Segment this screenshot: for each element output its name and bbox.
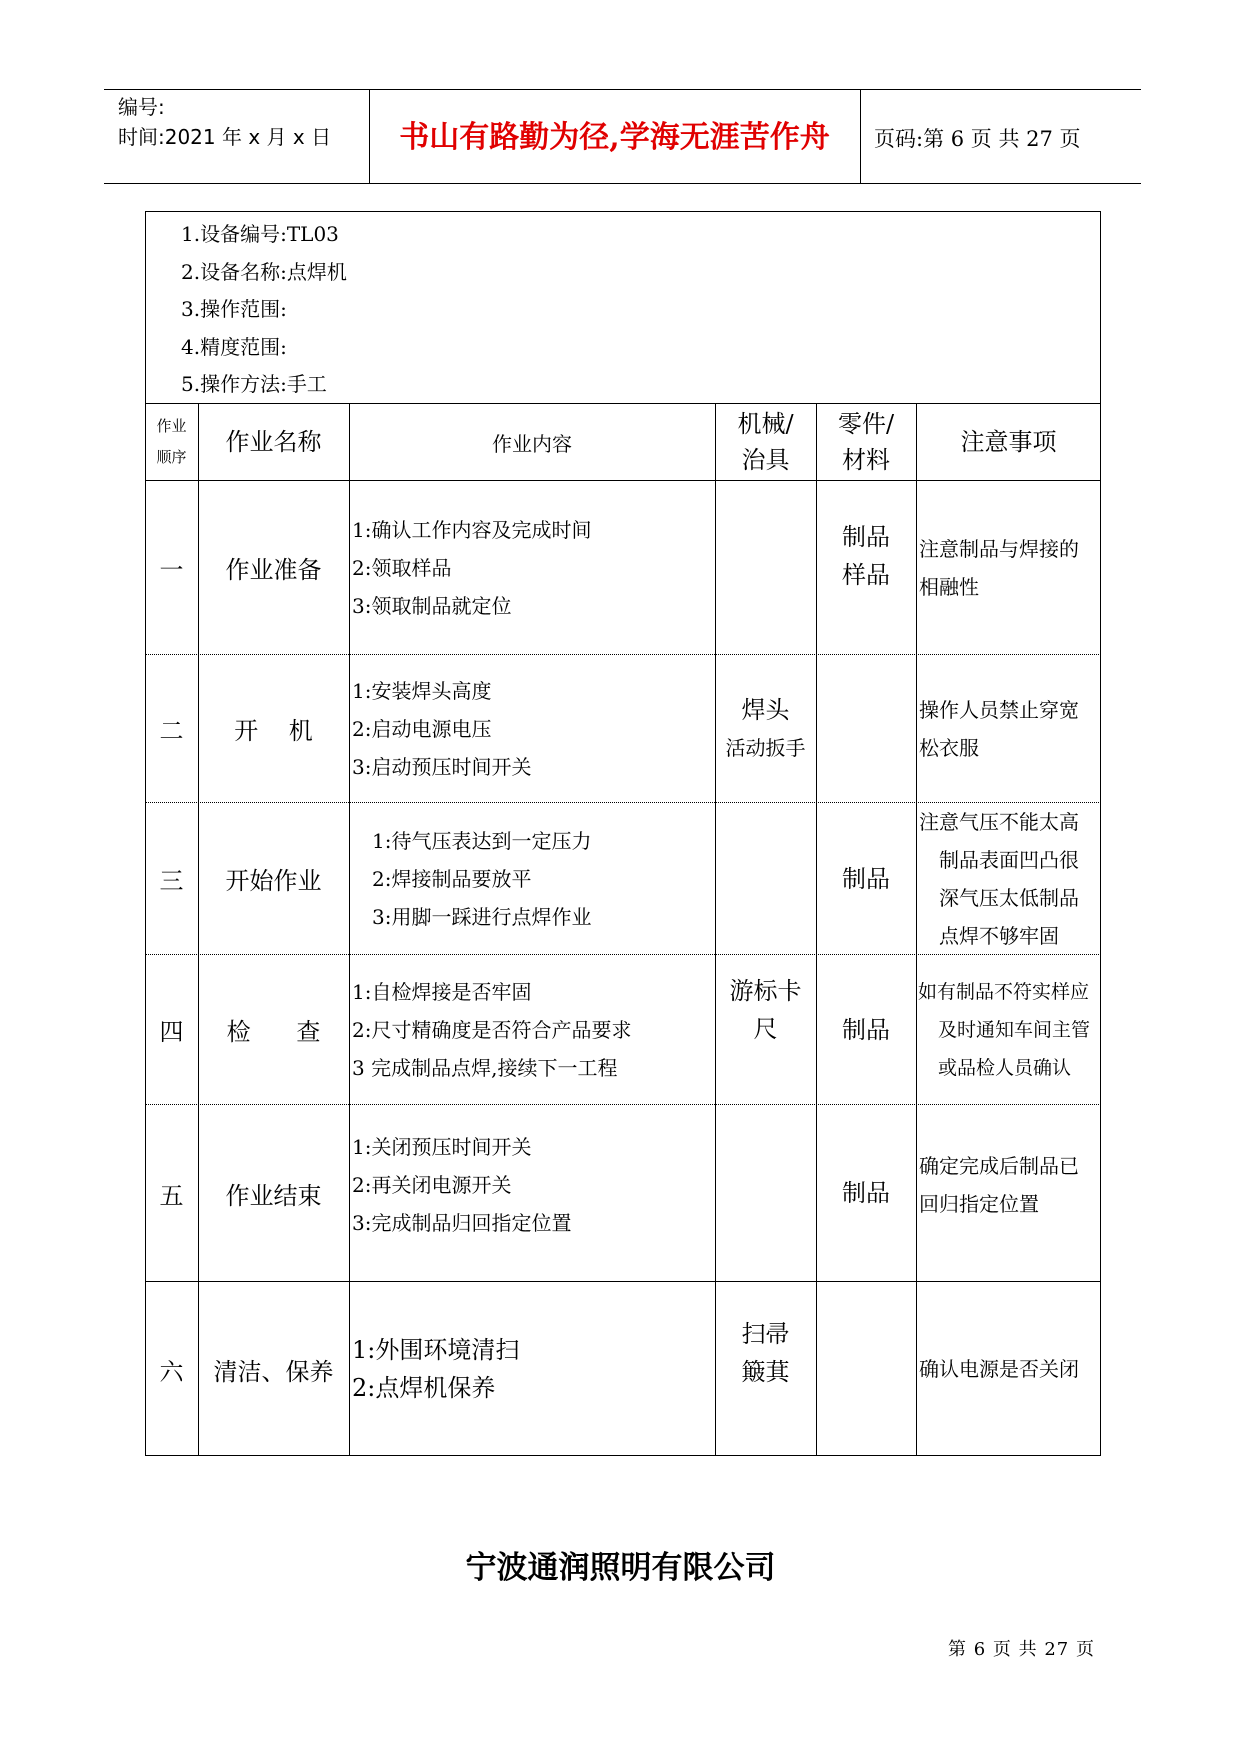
step-content-line: 2:点焊机保养 — [352, 1374, 496, 1402]
step-number: 五 — [159, 1181, 184, 1210]
equipment-number: 1.设备编号:TL03 — [181, 222, 339, 246]
step-content-line: 1:关闭预压时间开关 — [352, 1135, 532, 1159]
step-tooling-line: 簸萁 — [741, 1358, 790, 1386]
step-number: 六 — [159, 1357, 184, 1386]
header-order-line: 顺序 — [156, 448, 187, 466]
step-content-line: 2:再关闭电源开关 — [352, 1173, 512, 1197]
doc-number-label: 编号: — [118, 95, 165, 119]
step-number: 一 — [159, 556, 184, 584]
company-name: 宁波通润照明有限公司 — [465, 1550, 776, 1586]
step-note-line: 注意气压不能太高 — [919, 809, 1079, 834]
operation-method: 5.操作方法:手工 — [181, 372, 327, 396]
equipment-info — [181, 216, 347, 404]
step-tooling-line: 扫帚 — [741, 1320, 790, 1348]
step-content-line: 3:完成制品归回指定位置 — [352, 1211, 572, 1235]
header-parts — [816, 404, 916, 480]
column-divider — [916, 403, 917, 1456]
step-content-line: 3:启动预压时间开关 — [352, 754, 532, 779]
precision-range: 4.精度范围: — [181, 334, 287, 359]
step-content-line: 2:领取样品 — [352, 555, 452, 580]
step-content-line: 3 完成制品点焊,接续下一工程 — [352, 1055, 618, 1080]
step-note-line: 如有制品不符实样应 — [918, 980, 1090, 1003]
step-parts-line: 制品 — [842, 1179, 890, 1207]
step-content — [352, 655, 714, 802]
header-order — [145, 404, 198, 480]
step-tooling-line: 游标卡 — [729, 977, 802, 1005]
step-tooling-line: 尺 — [753, 1015, 778, 1043]
doc-time-label: 时间:2021 年 x 月 x 日 — [118, 125, 332, 149]
header-meta — [118, 92, 331, 152]
step-content — [372, 803, 714, 954]
step-name: 开始作业 — [225, 867, 322, 895]
step-content-line: 1:自检焊接是否牢固 — [352, 979, 532, 1004]
step-number: 三 — [159, 867, 184, 895]
header-tooling-line: 治具 — [741, 446, 790, 474]
step-content-line: 2:焊接制品要放平 — [372, 866, 532, 891]
step-note-line: 确定完成后制品已 — [919, 1154, 1079, 1178]
step-content — [352, 1105, 714, 1265]
header-notes: 注意事项 — [960, 428, 1057, 456]
header-order-line: 作业 — [156, 417, 187, 435]
step-note-line: 松衣服 — [919, 735, 979, 760]
step-tooling — [715, 1282, 816, 1424]
step-name: 开 机 — [234, 717, 313, 745]
step-notes — [919, 1282, 1101, 1456]
step-notes — [918, 955, 1101, 1104]
step-notes — [919, 481, 1101, 654]
step-parts-line: 制品 — [842, 523, 890, 551]
header-parts-line: 零件/ — [837, 410, 895, 438]
step-content — [352, 955, 714, 1104]
header-page-number: 页码:第 6 页 共 27 页 — [874, 127, 1081, 151]
step-parts — [816, 803, 916, 954]
step-notes — [919, 655, 1101, 802]
header-task-content: 作业内容 — [492, 431, 572, 456]
step-content-line: 1:待气压表达到一定压力 — [372, 828, 592, 853]
header-tooling-line: 机械/ — [737, 410, 794, 438]
step-number: 四 — [159, 1018, 184, 1046]
step-note-line: 制品表面凹凸很 — [939, 847, 1079, 872]
header-task-name: 作业名称 — [225, 428, 322, 456]
step-note-line: 注意制品与焊接的 — [919, 536, 1079, 561]
step-content — [352, 1282, 714, 1456]
header-tooling — [715, 404, 816, 480]
header-bottom-rule — [104, 183, 1141, 184]
operation-range: 3.操作范围: — [181, 297, 287, 321]
step-number: 二 — [159, 717, 184, 745]
column-divider — [349, 403, 350, 1456]
step-note-line: 确认电源是否关闭 — [919, 1357, 1079, 1381]
step-note-line: 深气压太低制品 — [939, 885, 1079, 910]
header-parts-line: 材料 — [842, 446, 890, 474]
step-parts-line: 制品 — [842, 864, 890, 893]
step-name: 清洁、保养 — [213, 1357, 334, 1386]
step-note-line: 及时通知车间主管 — [938, 1018, 1091, 1041]
step-note-line: 相融性 — [919, 574, 979, 599]
equipment-name: 2.设备名称:点焊机 — [181, 259, 347, 284]
step-parts-line: 制品 — [842, 1015, 890, 1044]
step-parts-line: 样品 — [842, 561, 890, 589]
step-content-line: 1:安装焊头高度 — [352, 678, 492, 703]
step-name: 作业准备 — [225, 556, 322, 584]
step-tooling-line: 活动扳手 — [725, 735, 806, 760]
step-tooling-line: 焊头 — [741, 695, 790, 724]
step-notes — [919, 803, 1101, 954]
step-note-line: 或品检人员确认 — [938, 1056, 1072, 1079]
step-content-line: 2:启动电源电压 — [352, 716, 492, 741]
step-content-line: 3:领取制品就定位 — [352, 593, 512, 618]
step-content-line: 1:确认工作内容及完成时间 — [352, 517, 592, 542]
step-note-line: 回归指定位置 — [919, 1192, 1039, 1216]
step-parts — [816, 481, 916, 631]
header-top-rule — [104, 89, 1141, 90]
step-name: 作业结束 — [225, 1181, 322, 1210]
step-tooling — [715, 655, 816, 802]
step-content-line: 3:用脚一踩进行点焊作业 — [372, 904, 592, 929]
step-content — [352, 481, 714, 654]
step-name: 检 查 — [226, 1018, 321, 1046]
step-tooling — [715, 955, 816, 1065]
footer-page-number: 第 6 页 共 27 页 — [948, 1639, 1095, 1660]
step-note-line: 点焊不够牢固 — [939, 923, 1059, 948]
header-motto: 书山有路勤为径,学海无涯苦作舟 — [399, 120, 830, 155]
step-content-line: 1:外围环境清扫 — [352, 1336, 520, 1364]
step-notes — [919, 1105, 1101, 1265]
step-parts — [816, 1105, 916, 1281]
step-note-line: 操作人员禁止穿宽 — [919, 697, 1079, 722]
header-divider-right — [860, 89, 861, 183]
step-content-line: 2:尺寸精确度是否符合产品要求 — [352, 1017, 632, 1042]
step-parts — [816, 955, 916, 1104]
